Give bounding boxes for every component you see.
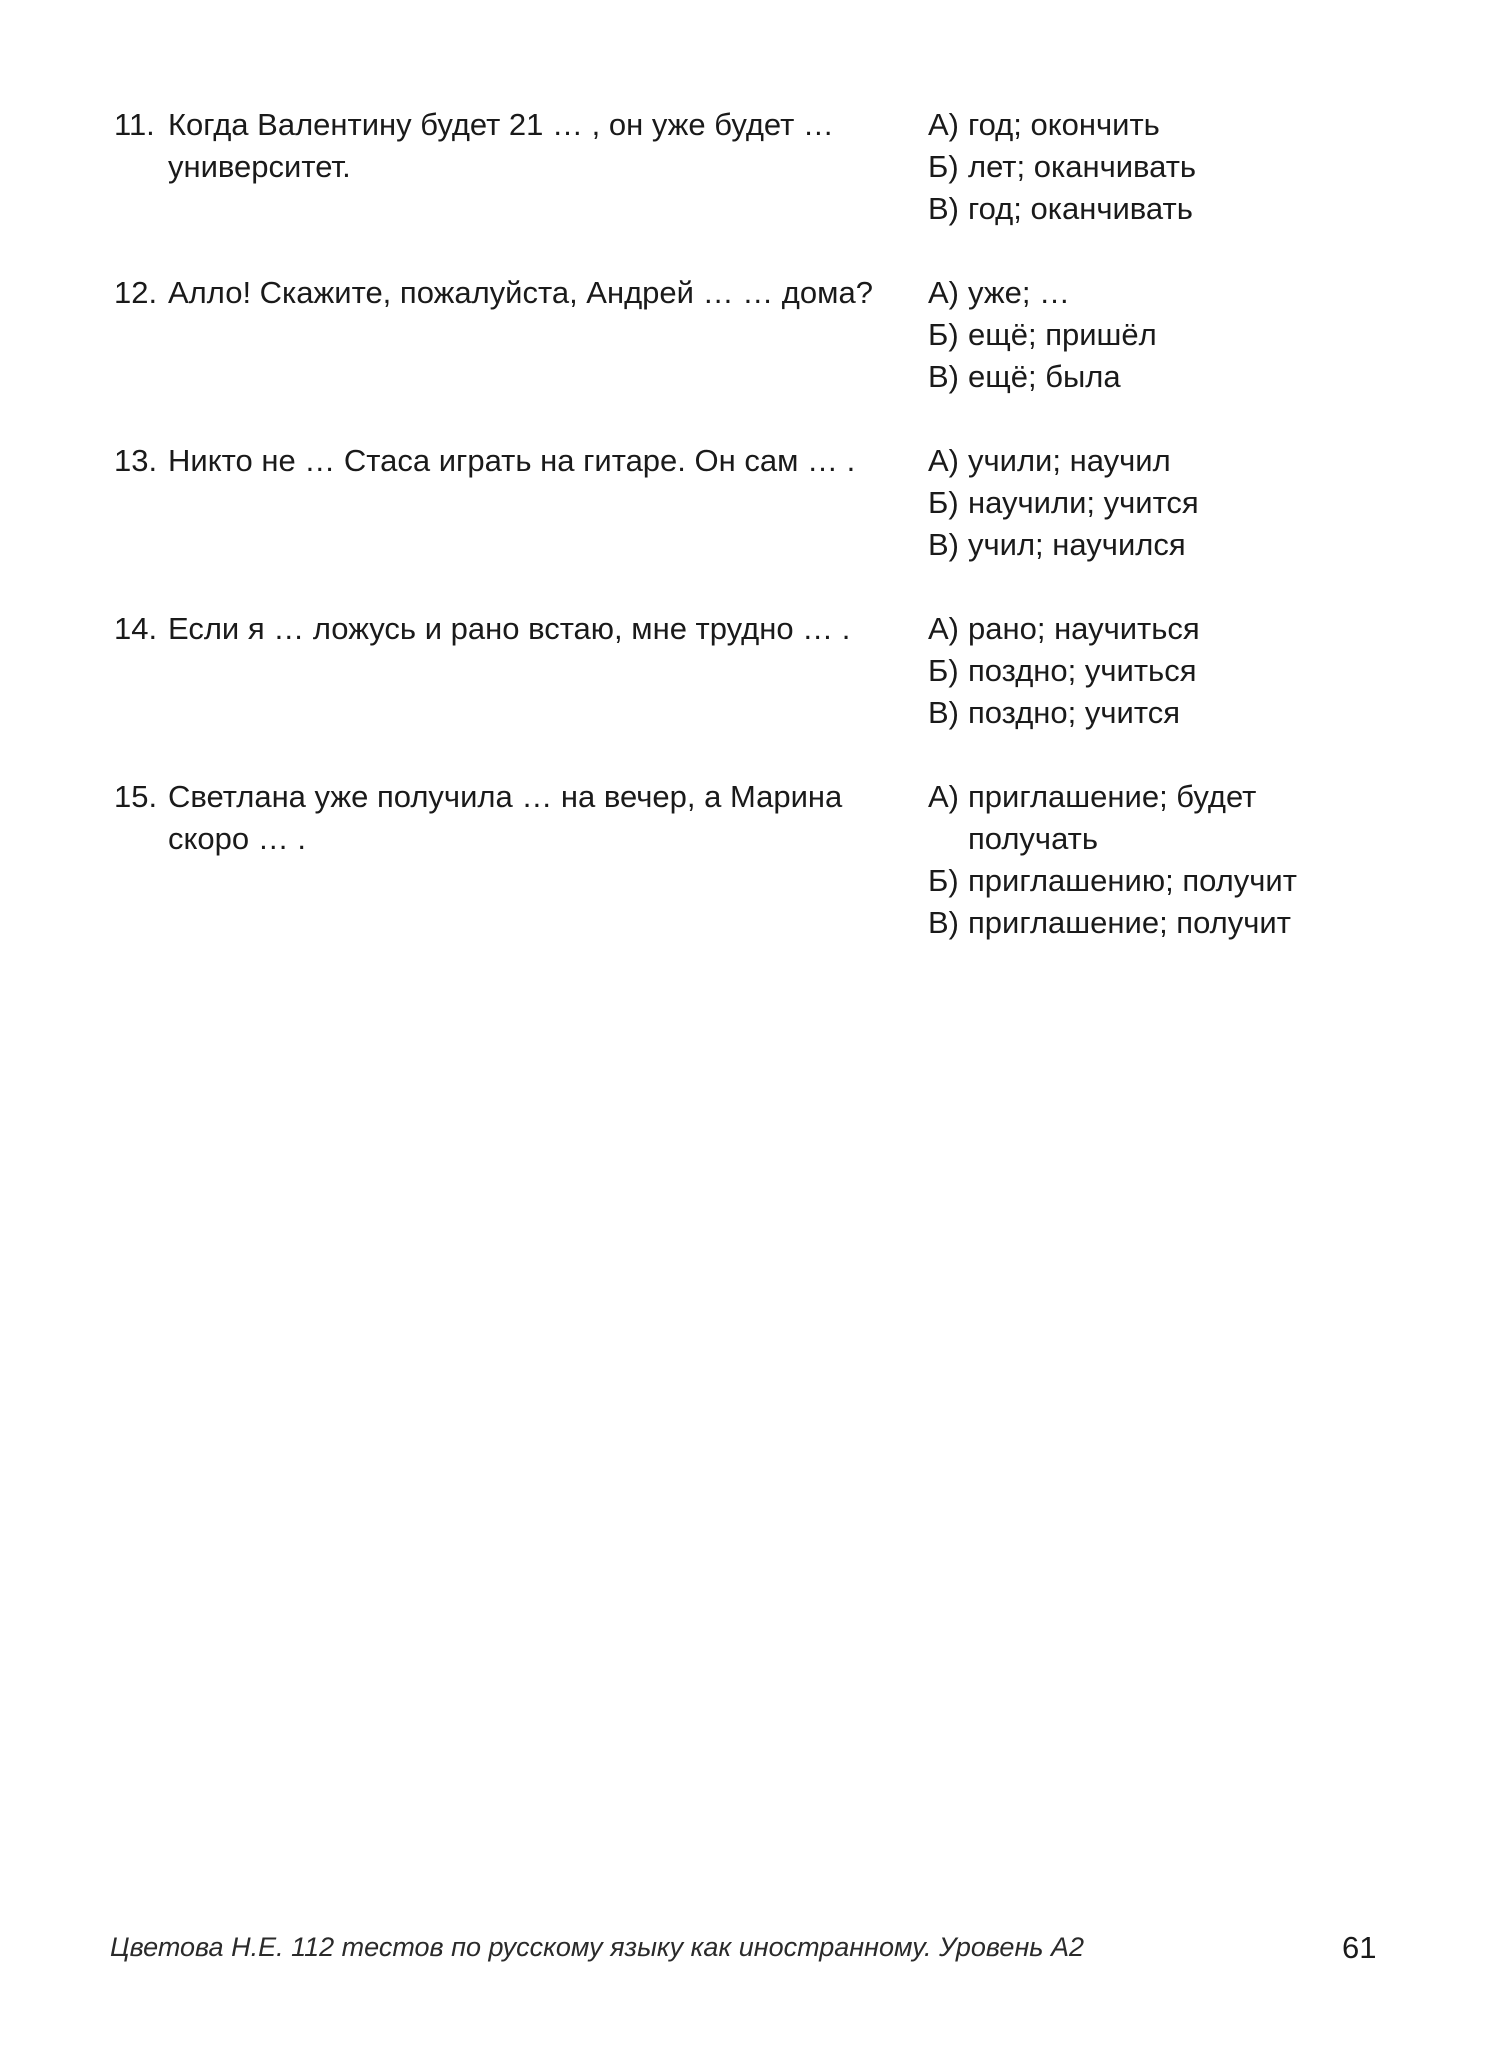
question-item-11 <box>114 104 1364 230</box>
answer-letter: А) <box>928 443 959 478</box>
answer-letter: В) <box>928 905 959 940</box>
answer-letter: В) <box>928 359 959 394</box>
answer-option <box>928 608 1364 650</box>
answer-text: приглашение; получит <box>968 905 1291 940</box>
answer-options <box>928 608 1364 734</box>
question <box>114 272 928 398</box>
answer-letter: А) <box>928 611 959 646</box>
answer-text: ещё; была <box>968 359 1121 394</box>
question-item-15 <box>114 776 1364 944</box>
question <box>114 776 928 944</box>
question-number: 11. <box>114 107 155 142</box>
question-text: Светлана уже получила … на вечер, а Марина скоро … . <box>168 779 843 856</box>
answer-option <box>928 776 1364 860</box>
answer-letter: А) <box>928 107 959 142</box>
answer-option <box>928 902 1364 944</box>
answer-options <box>928 776 1364 944</box>
answer-text: приглашению; получит <box>968 863 1297 898</box>
question-text: Алло! Скажите, пожалуйста, Андрей … … дома? <box>168 275 873 310</box>
answer-option <box>928 524 1364 566</box>
footer-book-title: Цветова Н.Е. 112 тестов по русскому языку как иностранному. Уровень А2 <box>110 1932 1085 1962</box>
answer-letter: Б) <box>928 485 959 520</box>
answer-option <box>928 314 1364 356</box>
answer-option <box>928 440 1364 482</box>
question-item-12 <box>114 272 1364 398</box>
answer-option <box>928 104 1364 146</box>
answer-text: год; окончить <box>968 107 1160 142</box>
answer-text: учил; научился <box>968 527 1186 562</box>
answer-text: ещё; пришёл <box>968 317 1157 352</box>
question-number: 12. <box>114 275 158 310</box>
answer-letter: А) <box>928 779 959 814</box>
answer-text: лет; оканчивать <box>968 149 1197 184</box>
answer-letter: В) <box>928 191 959 226</box>
answer-text: поздно; учится <box>968 695 1180 730</box>
answer-letter: А) <box>928 275 959 310</box>
answer-text: рано; научиться <box>968 611 1200 646</box>
answer-letter: Б) <box>928 653 959 688</box>
answer-options <box>928 272 1364 398</box>
question <box>114 440 928 566</box>
answer-letter: В) <box>928 527 959 562</box>
question-text: Никто не … Стаса играть на гитаре. Он сам … . <box>168 443 856 478</box>
answer-option <box>928 692 1364 734</box>
answer-option <box>928 188 1364 230</box>
question-list <box>114 104 1364 986</box>
answer-option <box>928 650 1364 692</box>
question <box>114 608 928 734</box>
answer-options <box>928 104 1364 230</box>
answer-letter: В) <box>928 695 959 730</box>
answer-text: учили; научил <box>968 443 1171 478</box>
answer-option <box>928 272 1364 314</box>
question-number: 14. <box>114 611 158 646</box>
answer-option <box>928 356 1364 398</box>
answer-option <box>928 482 1364 524</box>
answer-letter: Б) <box>928 317 959 352</box>
answer-letter: Б) <box>928 149 959 184</box>
answer-text: научили; учится <box>968 485 1199 520</box>
answer-option <box>928 860 1364 902</box>
answer-text: уже; … <box>968 275 1071 310</box>
question-item-14 <box>114 608 1364 734</box>
question-number: 15. <box>114 779 158 814</box>
answer-option <box>928 146 1364 188</box>
page-number: 61 <box>1342 1930 1377 1965</box>
question-text: Когда Валентину будет 21 … , он уже будет … университет. <box>168 107 834 184</box>
question-text: Если я … ложусь и рано встаю, мне трудно … . <box>168 611 851 646</box>
answer-options <box>928 440 1364 566</box>
answer-letter: Б) <box>928 863 959 898</box>
question <box>114 104 928 230</box>
question-item-13 <box>114 440 1364 566</box>
answer-text: приглашение; будет получать <box>968 779 1257 856</box>
answer-text: год; оканчивать <box>968 191 1193 226</box>
answer-text: поздно; учиться <box>968 653 1197 688</box>
question-number: 13. <box>114 443 158 478</box>
